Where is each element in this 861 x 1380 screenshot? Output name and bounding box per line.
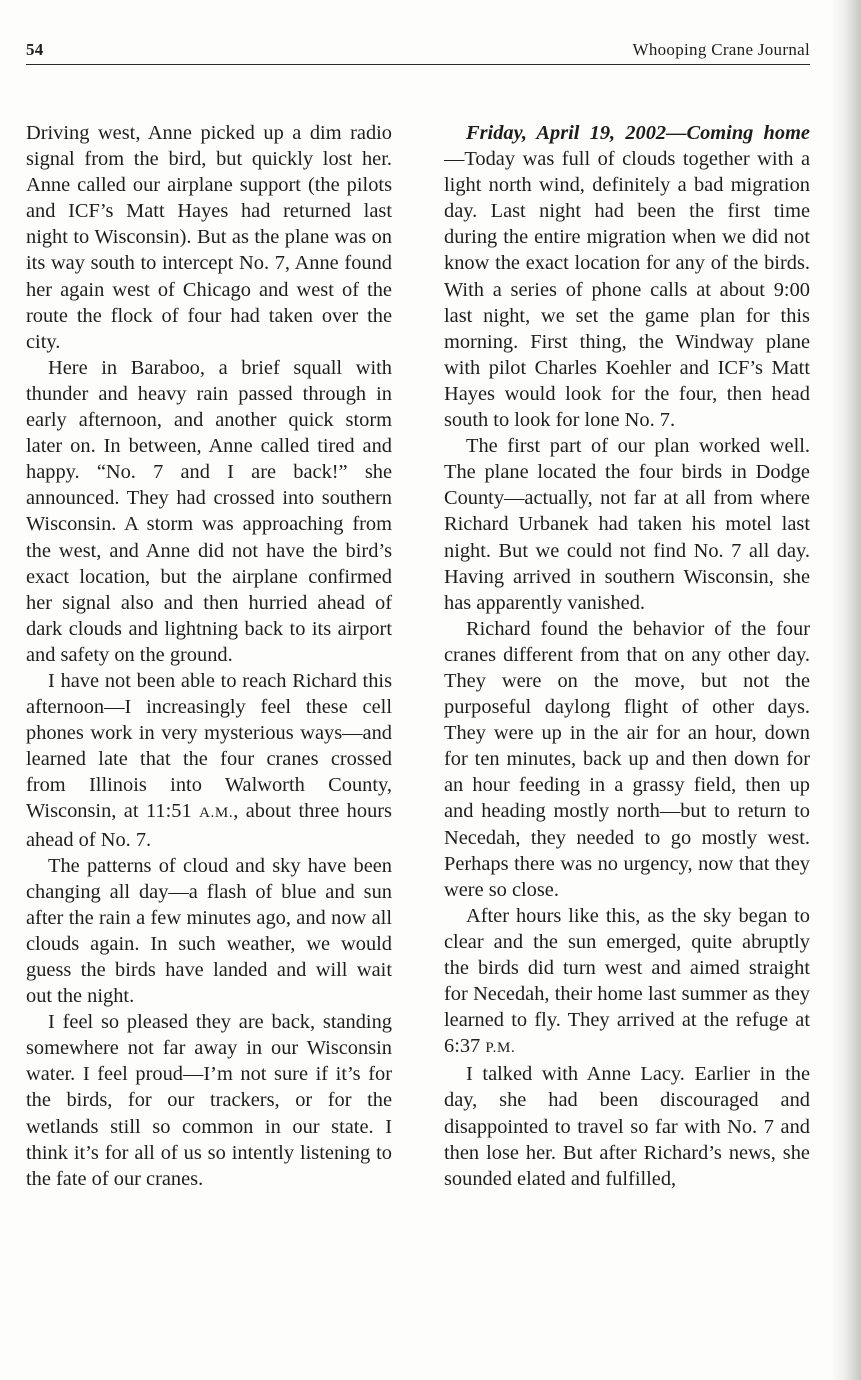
left-column xyxy=(26,120,392,1192)
left-paragraph-3-text: I have not been able to reach Richard this afternoon—I increasingly feel these cell phones work in very mysterious ways—and learned late that the four cranes crossed from Illinois into Walworth County, Wisconsin, at 11:51 xyxy=(26,669,392,823)
right-paragraph-3: Richard found the behavior of the four cranes different from that on any other day. They were on the move, but not the purposeful daylong flight of other days. They were up in the air for an hour, down for ten minutes, back up and then down for an hour feeding in a grassy field, then up and heading mostly north—but to return to Necedah, they needed to go mostly west. Perhaps there was no urgency, now that they were so close. xyxy=(444,617,810,901)
right-paragraph-1-text: —Today was full of clouds together with a light north wind, definitely a bad migration day. Last night had been the first time during the entire migration when we did not know the exact location for any of the birds. With a series of phone calls at about 9:00 last night, we set the game plan for this morning. First thing, the Windway plane with pilot Charles Koehler and ICF’s Matt Hayes would look for the four, then head south to look for lone No. 7. xyxy=(444,148,810,432)
left-paragraph-1: Driving west, Anne picked up a dim radio signal from the bird, but quickly lost her. Anne called our airplane support (the pilots and ICF’s Matt Hayes had returned last night to Wisconsin). But as the plane was on its way south to intercept No. 7, Anne found her again west of Chicago and west of the route the flock of four had taken over the city. xyxy=(26,122,392,353)
right-paragraph-2: The first part of our plan worked well. The plane located the four birds in Dodge County—actually, not far at all from where Richard Urbanek had taken his motel last night. But we could not find No. 7 all day. Having arrived in southern Wisconsin, she has apparently vanished. xyxy=(444,435,810,614)
time-pm: P.M. xyxy=(485,1040,516,1057)
page-number: 54 xyxy=(26,40,44,59)
left-paragraph-5: I feel so pleased they are back, standing somewhere not far away in our Wisconsin water. I feel proud—I’m not sure if it’s for the birds, for our trackers, or for the wetlands still so common in our state. I think it’s for all of us so intently listening to the fate of our cranes. xyxy=(26,1011,392,1190)
right-paragraph-4-text: After hours like this, as the sky began to clear and the sun emerged, quite abruptly the birds did turn west and aimed straight for Necedah, their home last summer as they learned to fly. They arrived at the refuge at 6:37 xyxy=(444,904,810,1058)
running-title: Whooping Crane Journal xyxy=(632,40,810,59)
time-am: A.M. xyxy=(199,805,234,822)
right-paragraph-1 xyxy=(444,120,810,433)
left-paragraph-3-end: , about three hours ahead of No. 7. xyxy=(26,800,392,851)
right-column xyxy=(444,120,810,1192)
left-paragraph-2: Here in Baraboo, a brief squall with thunder and heavy rain passed through in early afternoon, and another quick storm later on. In between, Anne called tired and happy. “No. 7 and I are back!” she announced. They had crossed into southern Wisconsin. A storm was approaching from the west, and Anne did not have the bird’s exact location, but the airplane confirmed her signal also and then hurried ahead of dark clouds and lightning back to its airport and safety on the ground. xyxy=(26,356,392,666)
entry-dateline: Friday, April 19, 2002—Coming home xyxy=(466,122,810,144)
running-head xyxy=(26,38,810,65)
left-paragraph-4: The patterns of cloud and sky have been changing all day—a flash of blue and sun after the rain a few minutes ago, and now all clouds again. In such weather, we would guess the birds have landed and will wait out the night. xyxy=(26,854,392,1008)
right-paragraph-5: I talked with Anne Lacy. Earlier in the day, she had been discouraged and disappointed to travel so far with No. 7 and then lose her. But after Richard’s news, she sounded elated and fulfilled, xyxy=(444,1063,810,1190)
spine-shadow xyxy=(831,0,861,1380)
right-paragraph-4 xyxy=(444,903,810,1062)
left-paragraph-3 xyxy=(26,668,392,853)
